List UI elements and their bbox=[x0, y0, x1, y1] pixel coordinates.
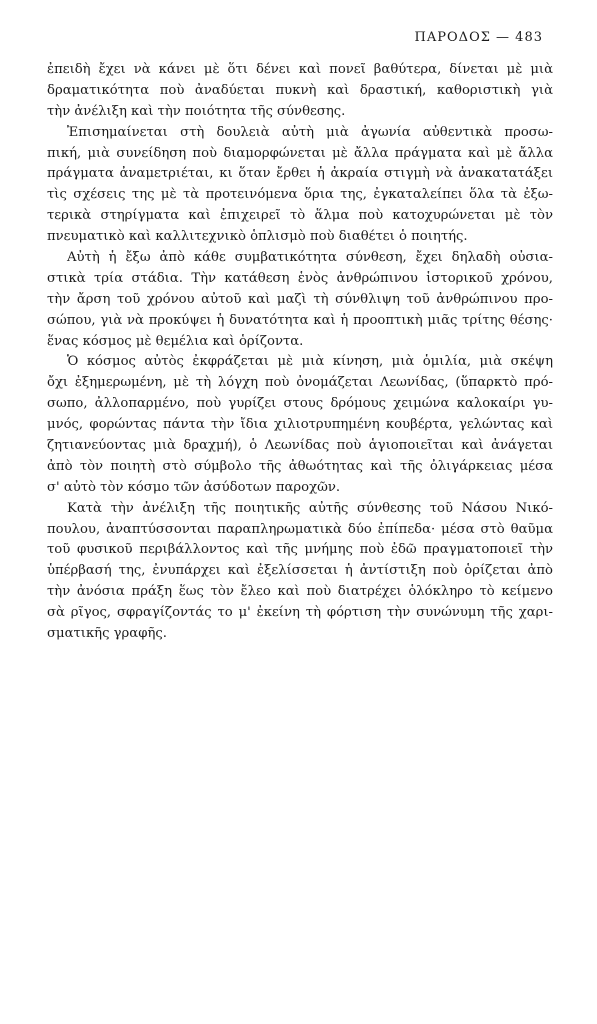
text-line: Ἐπισημαίνεται στὴ δουλειὰ αὐτὴ μιὰ ἀγωνία αὐθεντικὰ προσω- bbox=[67, 124, 553, 140]
text-line: δραματικότητα ποὺ ἀναδύεται πυκνὴ καὶ δραστική, καθοριστικὴ γιὰ bbox=[47, 82, 553, 98]
paragraph-4 bbox=[47, 352, 553, 498]
text-line: ζητιανεύοντας μιὰ δραχμή), ὁ Λεωνίδας ποὺ ἁγιοποιεῖται καὶ ἀνάγεται bbox=[47, 438, 553, 454]
text-line: σώπου, γιὰ νὰ προκύψει ἡ δυνατότητα καὶ ἡ προοπτικὴ μιᾶς τρίτης θέσης· bbox=[47, 312, 553, 328]
text-line: τὴν ἀνέλιξη καὶ τὴν ποιότητα τῆς σύνθεσης. bbox=[47, 103, 346, 119]
paragraph-3 bbox=[47, 248, 553, 352]
text-line: τὴν ἄρση τοῦ χρόνου αὐτοῦ καὶ μαζὶ τὴ σύνθλιψη τοῦ ἀνθρώπινου προ- bbox=[47, 291, 553, 307]
paragraph-2 bbox=[47, 123, 553, 248]
text-line: πνευματικὸ καὶ καλλιτεχνικὸ ὁπλισμὸ ποὺ διαθέτει ὁ ποιητής. bbox=[47, 229, 468, 245]
text-line: τερικὰ στηρίγματα καὶ ἐπιχειρεῖ τὸ ἅλμα ποὺ κατοχυρώνεται μὲ τὸν bbox=[47, 208, 553, 224]
text-line: τὴν ἀνόσια πράξη ἕως τὸν ἔλεο καὶ ποὺ διατρέχει ὁλόκληρο τὸ κείμενο bbox=[47, 584, 553, 600]
text-line: ἐπειδὴ ἔχει νὰ κάνει μὲ ὅτι δένει καὶ πονεῖ βαθύτερα, δίνεται μὲ μιὰ bbox=[47, 62, 553, 77]
body-text bbox=[47, 60, 553, 645]
text-line: σματικῆς γραφῆς. bbox=[47, 626, 167, 642]
paragraph-1 bbox=[47, 60, 553, 123]
text-line: πουλου, ἀναπτύσσονται παραπληρωματικὰ δύο ἐπίπεδα· μέσα στὸ θαῦμα bbox=[47, 521, 553, 537]
text-line: πράγματα ἀναμετριέται, κι ὅταν ἔρθει ἡ ἀκραία στιγμὴ νὰ ἀνακατατάξει bbox=[47, 166, 553, 182]
text-line: πική, μιὰ συνείδηση ποὺ διαμορφώνεται μὲ ἄλλα πράγματα καὶ μὲ ἄλλα bbox=[47, 145, 553, 161]
running-head: ΠΑΡΟΔΟΣ — 483 bbox=[414, 30, 543, 45]
text-line: μνός, φορώντας πάντα τὴν ἴδια χιλιοτρυπημένη κουβέρτα, γελώντας καὶ bbox=[47, 417, 553, 433]
text-line: ὑπέρβασή της, ἐνυπάρχει καὶ ἐξελίσσεται ἡ ἀντίστιξη ποὺ ὁρίζεται ἀπὸ bbox=[47, 563, 553, 579]
text-line: ὄχι ἐξημερωμένη, μὲ τὴ λόγχη ποὺ ὀνομάζεται Λεωνίδας, (ὕπαρκτὸ πρό- bbox=[47, 375, 553, 391]
text-line: τὶς σχέσεις της μὲ τὰ προτεινόμενα ὅρια της, ἐγκαταλείπει ὅλα τὰ ἐξω- bbox=[47, 187, 553, 203]
text-line: σὰ ρῖγος, σφραγίζοντάς το μ' ἐκείνη τὴ φόρτιση τὴν συνώνυμη τῆς χαρι- bbox=[47, 605, 553, 621]
text-line: στικὰ τρία στάδια. Τὴν κατάθεση ἑνὸς ἀνθρώπινου ἱστορικοῦ χρόνου, bbox=[47, 270, 553, 286]
text-line: Ὁ κόσμος αὐτὸς ἐκφράζεται μὲ μιὰ κίνηση, μιὰ ὁμιλία, μιὰ σκέψη bbox=[67, 354, 553, 370]
paragraph-5 bbox=[47, 499, 553, 645]
text-line: ἀπὸ τὸν ποιητὴ στὸ σύμβολο τῆς ἀθωότητας καὶ τῆς ὀλιγάρκειας μέσα bbox=[47, 458, 553, 474]
text-line: Κατὰ τὴν ἀνέλιξη τῆς ποιητικῆς αὐτῆς σύνθεσης τοῦ Νάσου Νικό- bbox=[67, 500, 553, 516]
text-line: Αὐτὴ ἡ ἔξω ἀπὸ κάθε συμβατικότητα σύνθεση, ἔχει δηλαδὴ οὐσια- bbox=[67, 250, 553, 266]
text-line: τοῦ φυσικοῦ περιβάλλοντος καὶ τῆς μνήμης ποὺ ἐδῶ πραγματοποιεῖ τὴν bbox=[47, 542, 553, 558]
text-line: σ' αὐτὸ τὸν κόσμο τῶν ἀσύδοτων παροχῶν. bbox=[47, 479, 341, 495]
text-line: σωπο, ἀλλοπαρμένο, ποὺ γυρίζει στους δρόμους χειμώνα καλοκαίρι γυ- bbox=[47, 396, 553, 412]
text-line: ἕνας κόσμος μὲ θεμέλια καὶ ὁρίζοντα. bbox=[47, 333, 304, 349]
